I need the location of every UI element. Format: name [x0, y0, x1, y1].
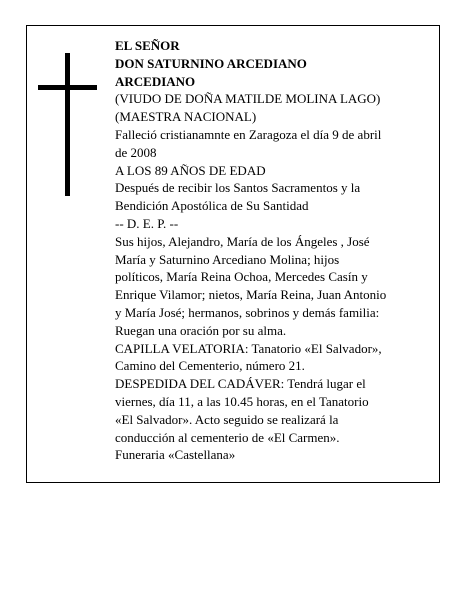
age-line: A LOS 89 AÑOS DE EDAD — [115, 162, 266, 178]
family-paragraph: Sus hijos, Alejandro, María de los Ángeles , José María y Saturnino Arcediano Molina; hijos políticos, María Reina Ochoa, Mercedes Casín y Enrique Vilamor; nietos, María Reina, Juan Antonio y María José; hermanos, sobrinos y demás familia: — [115, 233, 387, 320]
chapel-paragraph: CAPILLA VELATORIA: Tanatorio «El Salvador», Camino del Cementerio, número 21. — [115, 340, 382, 374]
deceased-name: DON SATURNINO ARCEDIANO ARCEDIANO — [115, 55, 307, 89]
rip-line: -- D. E. P. -- — [115, 215, 179, 231]
cross-icon — [65, 53, 70, 196]
prayer-line: Ruegan una oración por su alma. — [115, 322, 287, 338]
farewell-paragraph: DESPEDIDA DEL CADÁVER: Tendrá lugar el viernes, día 11, a las 10.45 horas, en el Tanatorio «El Salvador». Acto seguido se realizará la conducción al cementerio de «El Carmen». — [115, 376, 369, 445]
widower-line: (VIUDO DE DOÑA MATILDE MOLINA LAGO) — [115, 91, 381, 107]
death-line: Falleció cristianamnte en Zaragoza el día 9 de abril de 2008 — [115, 126, 382, 160]
cross-icon-bar — [38, 85, 97, 90]
obituary-text — [115, 37, 389, 464]
occupation-line: (MAESTRA NACIONAL) — [115, 109, 257, 125]
funeral-home-line: Funeraria «Castellana» — [115, 447, 236, 463]
obituary-title: EL SEÑOR — [115, 38, 180, 53]
sacraments-line: Después de recibir los Santos Sacramentos y la Bendición Apostólica de Su Santidad — [115, 180, 361, 214]
